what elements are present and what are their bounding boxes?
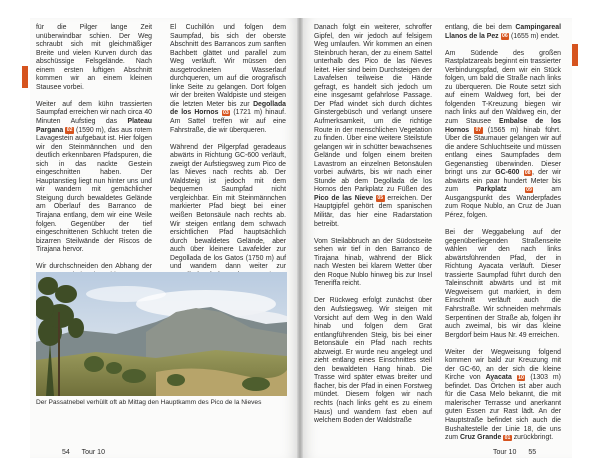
text-run: Danach folgt ein weiterer, schroffer Gipfel, den wir jedoch auf felsigem Weg umlaufen. Wir kommen an einen Steinbruch heran, der zu einem Sattel unterhalb des Pico de las Nieves leitet. Hier sind beim Durchsteigen der Lavafelsen teilweise die Hände gefragt, es handelt sich jedoch um eine insgesamt gefahrlose Passage. Der Pfad windet sich durch dichtes Ginstergebüsch und verlangt unsere Aufmerksamkeit, um die richtige Route in der menschlichen Vegetation zu finden. Über eine weitere Steilstufe gelangen wir in schütter bewachsenes Gelände und folgen einem breiten Lavastrom an einzelnen Betonsäulen vorbei aufwärts, bis wir nach einer Stunde ab dem Degollada de los Hornos den Parkplatz zu Füßen des [314,24,432,194]
text-run: , der wir abwärts ein paar hundert Meter bis zum [445,169,561,194]
text-run: (1590 m), das aus rotem Lavagestein aufgebaut ist. Hier folgen wir den Steinmännchen und den deutlich erkennbaren Pfadspuren, die sich in das nackte Gestein eingeschnitten haben. Der Hauptanstieg liegt nun hinter uns und wir wandern mit gemächlicher Steigung durch bewaldetes Gelände am Oberlauf des Barranco de Tirajana entlang, dem wir eine Weile folgen. Gegenüber der tief eingeschnittenen Schlucht treten die bizarren Steilwände der Riscos de Tirajana hervor. [36,126,152,254]
paragraph [314,238,432,289]
text-run: El Cuchillón und folgen dem Saumpfad, bis sich der oberste Abschnitt des Barrancos zum sanften Bachbett glättet und parallel zum Weg verläuft. Wir müssen den ausgetrockneten Wasserlauf durchqueren, um auf die orografisch linke Seite zu gelangen. Dort folgen wir der breiten Waldpiste und steigen die letzten Meter bis zur [170,24,286,108]
paragraph [445,24,561,41]
text-run: Der Rückweg erfolgt zunächst über den Aufstiegsweg. Wir steigen mit Vorsicht auf dem Weg in den Wald hinab und folgen dem Grat entlangführenden Steig, bis bei einer Betonsäule ein Pfad nach rechts abzweigt. Er wurde neu angelegt und zieht entlang eines Einschnittes steil den bewaldeten Hang hinab. Die Trasse wird später etwas breiter und flacher, bis der Pfad in einen Forstweg mündet. Diesem folgen wir nach rechts (nach links geht es zu einem Haus) und wandern fast eben auf welchem Boden der Waldstraße [314,297,432,425]
waypoint-marker: 01 [504,434,511,441]
book-gutter [297,18,303,458]
page-number: 55 [528,449,537,456]
right-chapter-tab [572,44,578,66]
landscape-photo [36,272,287,396]
paragraph [36,24,152,92]
left-column-2 [170,24,286,297]
place-name: GC-600 [495,169,520,177]
text-run: (1655 m) endet. [509,32,560,40]
text-run: Vom Steilabbruch an der Südostseite sehen wir tief in den Barranco de Tirajana hinab, während der Blick nach Westen bei klarem Wetter über den Roque Nublo hinweg bis zur Insel Teneriffa reicht. [314,237,432,288]
place-name: Plateau Pargana [36,117,152,134]
text-run: Während der Pilgerpfad geradeaus abwärts in Richtung GC-600 verläuft, zweigt der Aufstiegsweg zum Pico de las Nieves nach rechts ab. Der Waldsteig ist jedoch mit dem bequemen Saumpfad nicht vergleichbar. Ein mit Steinmännchen markierter Pfad biegt bei einer weißen Betonsäule nach rechts ab. Wir steigen entlang dem schwach ersichtlichen Pfad hauptsächlich durch bewaldetes Gelände, aber auch über kleinere Lavafelder zur Degollada de los Gatos (1750 m) auf und wandern dann weiter zur [170,143,286,271]
paragraph [36,101,152,255]
text-run: (1565 m) hinab führt. Über die Staumauer gelangen wir auf die andere Schluchtseite und müssen entlang eines Saumpfades dem Gegenanstieg überwinden. Dieser bringt uns zur [445,126,561,177]
text-run: Weiter der Wegweisung folgend kommen wir bald zur Kreuzung mit der GC-60, an der sich die kleine Kirche von [445,348,561,382]
waypoint-marker: 03 [223,109,229,116]
place-name: Degollada de los Hornos [170,100,286,117]
paragraph [445,349,561,443]
waypoint-marker: 07 [475,127,482,134]
text-run [519,169,523,176]
right-column-2 [445,24,561,451]
paragraph [314,24,432,229]
text-run: erreichen. Der Hauptgipfel gehört dem spanischen Militär, das hier eine Radarstation betreibt. [314,194,432,228]
text-run: (1721 m) hinauf. Am Sattel treffen wir auf eine Fahrstraße, die wir überqueren. [170,109,286,134]
left-column-1 [36,24,152,289]
place-name: Cruz Grande [459,434,502,442]
paragraph [445,229,561,340]
place-name: Embalse de los Hornos [445,117,561,134]
tour-label: Tour 10 [81,449,105,456]
page-number: 54 [62,449,70,456]
place-name: Ayacata [485,374,512,382]
photo-caption: Der Passatnebel verhüllt oft ab Mittag den Hauptkamm des Pico de la Nieves [36,399,262,406]
waypoint-marker: 05 [377,195,384,202]
text-run: entlang, die bei dem [445,24,516,31]
paragraph [170,144,286,289]
waypoint-marker: 02 [66,127,73,134]
waypoint-marker: 06 [501,33,508,40]
text-run: Weiter auf dem kühn trassierten Saumpfad erreichen wir nach circa 40 Minuten Aufstieg das [36,100,152,125]
tour-label: Tour 10 [493,449,517,456]
paragraph [445,50,561,221]
text-run: (1303 m) befindet. Das Örtchen ist aber auch für die Casa Melo bekannt, die mit malerischer Terrasse und anerkannt guten Essen zur Rast lädt. An der Hauptstraße befindet sich auch die Bushaltestelle der Linie 18, die uns zum [445,374,561,442]
text-run: für die Pilger lange Zeit unüberwindbar schien. Der Weg schraubt sich mit gleichmäßiger Breite und vielen Kurven durch das abschüssige Felsgelände. Nach einem ersten luftigen Abschnitt kommen wir an einem kleinen Stausee vorbei. [36,24,152,91]
left-folio [62,448,105,457]
paragraph [170,24,286,135]
waypoint-marker: 09 [526,186,532,193]
paragraph [314,297,432,425]
right-folio [493,448,536,457]
right-column-1 [314,24,432,434]
place-name: Campingareal Llanos de la Pez [445,24,561,40]
left-chapter-tab [22,66,28,88]
text-run: zurückbringt. [511,434,554,442]
text-run [507,186,525,193]
text-run: Wir durchschneiden den Abhang der [36,263,152,271]
waypoint-marker: 08 [524,169,531,176]
text-run: Am Südende des großen Rastplatzareals beginnt ein trassierter Verbindungspfad, dem wir ein Stück folgen, um bald die Straße nach links zu überqueren. Die Route setzt sich auf einem Waldweg fort, bei der folgenden T-Kreuzung biegen wir nach links auf den Waldweg ein, der zum Stausee [445,49,561,125]
text-run: Bei der Weggabelung auf der gegenüberliegenden Straßenseite wählen wir den nach links abwärtsführenden Pfad, der in Richtung Ayacata verläuft. Dieser trassierte Saumpfad führt durch den Taleinschnitt abwärts und ist mit Wegweisern gut markiert, in dem Einschnitt verläuft auch die Fahrstraße. Wir schneiden mehrmals Serpentinen der Straße ab, folgen ihr auch zweimal, bis wir das kleine Bergdorf beim Haus Nr. 49 erreichen. [445,229,561,339]
text-run: am Ausgangspunkt des Wanderpfades zum Roque Nublo, an Cruz de Juan Pérez, folgen. [445,186,561,219]
place-name: Pico de las Nieve [314,194,374,202]
place-name: Parkplatz [476,186,507,194]
waypoint-marker: 10 [518,374,524,381]
